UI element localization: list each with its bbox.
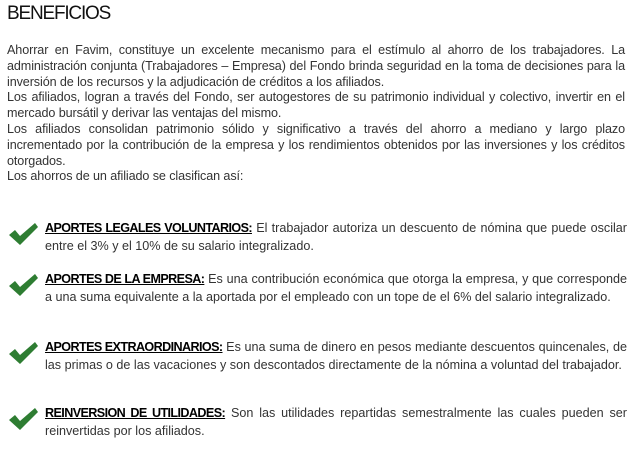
- checkmark-icon: [7, 220, 39, 248]
- benefit-term: APORTES EXTRAORDINARIOS:: [45, 340, 223, 354]
- checkmark-icon: [7, 339, 39, 367]
- benefit-text: [45, 271, 627, 306]
- benefit-text: [45, 339, 627, 374]
- benefit-description: Es una suma de dinero en pesos mediante descuentos quincenales, de las primas o de las vacaciones y son descontados directamente de la nómina a voluntad del trabajador.: [45, 340, 627, 372]
- benefit-term: APORTES LEGALES VOLUNTARIOS:: [45, 221, 252, 235]
- benefit-description: Son las utilidades repartidas semestralmente las cuales pueden ser reinvertidas por los afiliados.: [45, 406, 627, 438]
- benefit-item: [7, 271, 627, 306]
- benefit-item: [7, 220, 627, 255]
- intro-paragraph: Ahorrar en Favim, constituye un excelente mecanismo para el estímulo al ahorro de los trabajadores. La administración conjunta (Trabajadores – Empresa) del Fondo brinda seguridad en la toma de decisiones para la inversión de los recursos y la adjudicación de créditos a los afiliados.: [7, 43, 625, 89]
- benefit-term: REINVERSION DE UTILIDADES:: [45, 406, 226, 420]
- benefit-item: [7, 405, 627, 440]
- intro-paragraph: Los ahorros de un afiliado se clasifican así:: [7, 169, 244, 184]
- intro-paragraph: Los afiliados, logran a través del Fondo, ser autogestores de su patrimonio individual y colectivo, invertir en el mercado bursátil y derivar las ventajas del mismo.: [7, 90, 625, 121]
- page-title: BENEFICIOS: [7, 3, 111, 24]
- intro-text: [7, 43, 625, 185]
- checkmark-icon: [7, 271, 39, 299]
- benefit-text: [45, 405, 627, 440]
- benefit-text: [45, 220, 627, 255]
- benefit-description: Es una contribución económica que otorga la empresa, y que corresponde a una suma equivalente a la aportada por el empleado con un tope de el 6% del salario integralizado.: [45, 272, 627, 304]
- benefit-term: APORTES DE LA EMPRESA:: [45, 272, 205, 286]
- benefit-description: El trabajador autoriza un descuento de nómina que puede oscilar entre el 3% y el 10% de su salario integralizado.: [45, 221, 628, 253]
- benefit-item: [7, 339, 627, 374]
- checkmark-icon: [7, 405, 39, 433]
- intro-paragraph: Los afiliados consolidan patrimonio sólido y significativo a través del ahorro a mediano y largo plazo incrementado por la contribución de la empresa y los rendimientos obtenidos por las inversiones y los créditos otorgados.: [7, 121, 625, 168]
